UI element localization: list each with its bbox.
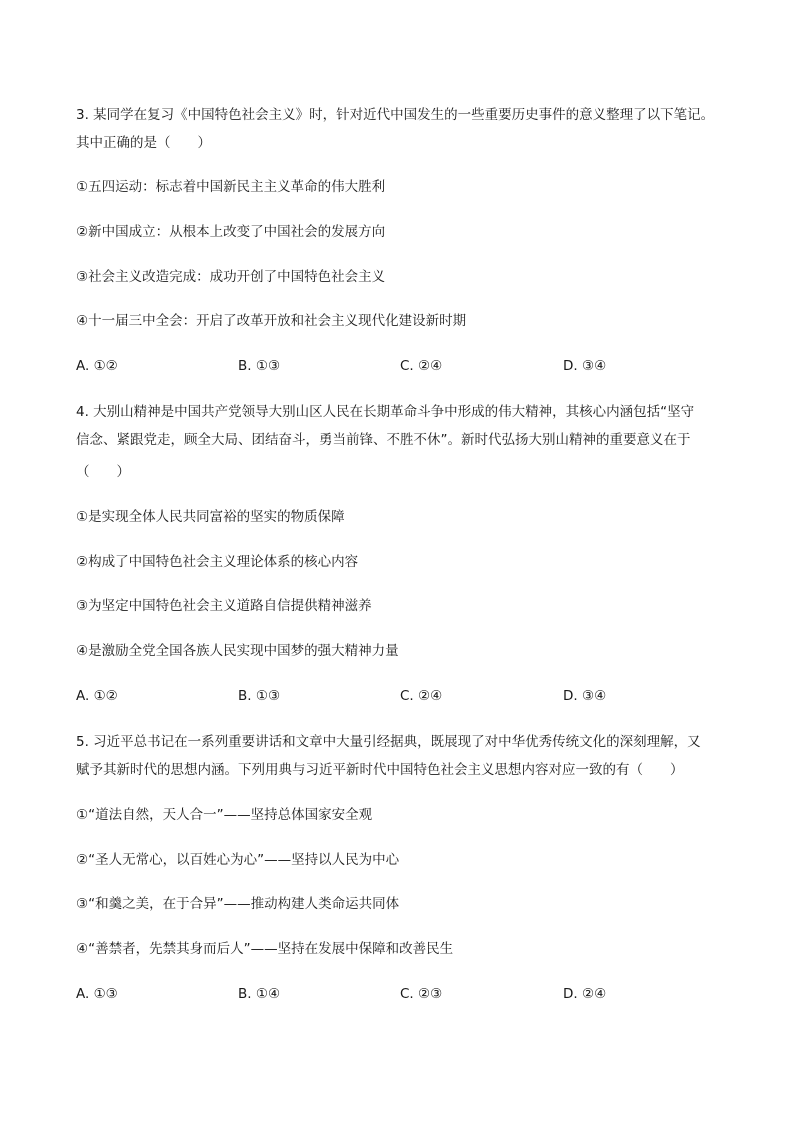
question-stem-line: 3. 某同学在复习《中国特色社会主义》时，针对近代中国发生的一些重要历史事件的意义整理了以下笔记。	[76, 107, 715, 123]
statement: ③社会主义改造完成：成功开创了中国特色社会主义	[76, 269, 386, 285]
option-c[interactable]: C. ②③	[400, 986, 443, 1002]
question-stem-line: 其中正确的是（ ）	[76, 135, 211, 151]
statement: ③“和羹之美，在于合异”——推动构建人类命运共同体	[76, 896, 400, 912]
answer-options	[76, 686, 716, 706]
answer-options	[76, 356, 716, 376]
option-a[interactable]: A. ①②	[76, 358, 118, 374]
question-stem-line: （ ）	[76, 464, 130, 480]
option-c[interactable]: C. ②④	[400, 358, 443, 374]
option-b[interactable]: B. ①③	[238, 358, 281, 374]
option-b[interactable]: B. ①④	[238, 986, 281, 1002]
answer-options	[76, 984, 716, 1004]
option-b[interactable]: B. ①③	[238, 688, 281, 704]
option-d[interactable]: D. ③④	[563, 688, 607, 704]
question-stem-line: 信念、紧跟党走，顾全大局、团结奋斗，勇当前锋、不胜不休”。新时代弘扬大别山精神的重要意义在于	[76, 432, 691, 448]
question-stem-line: 4. 大别山精神是中国共产党领导大别山区人民在长期革命斗争中形成的伟大精神，其核心内涵包括“坚守	[76, 404, 695, 420]
statement: ①五四运动：标志着中国新民主主义革命的伟大胜利	[76, 179, 386, 195]
question-stem-line: 赋予其新时代的思想内涵。下列用典与习近平新时代中国特色社会主义思想内容对应一致的有（ ）	[76, 762, 684, 778]
statement: ②构成了中国特色社会主义理论体系的核心内容	[76, 554, 359, 570]
statement: ④“善禁者，先禁其身而后人”——坚持在发展中保障和改善民生	[76, 941, 454, 957]
statement: ①是实现全体人民共同富裕的坚实的物质保障	[76, 509, 345, 525]
statement: ④是激励全党全国各族人民实现中国梦的强大精神力量	[76, 643, 399, 659]
option-d[interactable]: D. ②④	[563, 986, 607, 1002]
question-stem-line: 5. 习近平总书记在一系列重要讲话和文章中大量引经据典，既展现了对中华优秀传统文化的深刻理解，又	[76, 734, 701, 750]
option-c[interactable]: C. ②④	[400, 688, 443, 704]
statement: ③为坚定中国特色社会主义道路自信提供精神滋养	[76, 598, 372, 614]
option-a[interactable]: A. ①③	[76, 986, 118, 1002]
statement: ②“圣人无常心，以百姓心为心”——坚持以人民为中心	[76, 852, 400, 868]
statement: ①“道法自然，天人合一”——坚持总体国家安全观	[76, 807, 373, 823]
statement: ②新中国成立：从根本上改变了中国社会的发展方向	[76, 224, 386, 240]
option-d[interactable]: D. ③④	[563, 358, 607, 374]
option-a[interactable]: A. ①②	[76, 688, 118, 704]
statement: ④十一届三中全会：开启了改革开放和社会主义现代化建设新时期	[76, 313, 467, 329]
